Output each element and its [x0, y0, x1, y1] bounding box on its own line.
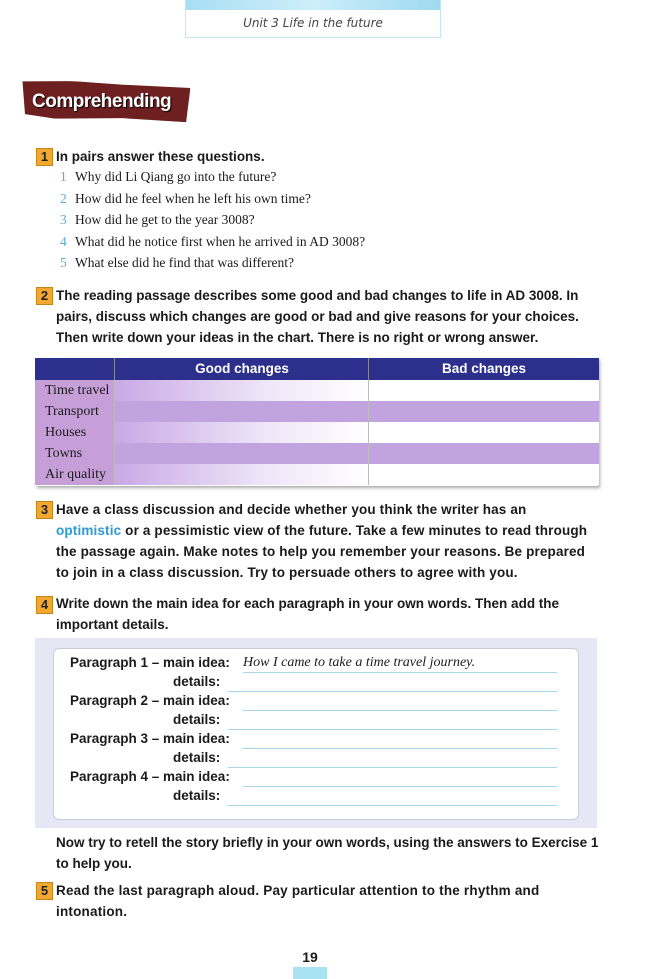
- unit-title: Unit 3 Life in the future: [243, 16, 383, 30]
- row-label: Transport: [35, 401, 114, 422]
- text-line: Then write down your ideas in the chart. There is no right or wrong answer.: [56, 330, 539, 345]
- exercise-badge: 5: [36, 882, 53, 900]
- question-number: 3: [60, 212, 67, 227]
- good-changes-cell[interactable]: [114, 380, 369, 401]
- text-line: to join in a class discussion. Try to persuade others to agree with you.: [56, 565, 518, 580]
- question-text: What did he notice first when he arrived in AD 3008?: [75, 233, 366, 249]
- question-text: How did he feel when he left his own time?: [75, 190, 311, 206]
- good-changes-cell[interactable]: [114, 464, 369, 485]
- page-number: 19: [302, 949, 318, 965]
- page-number-band: [293, 967, 327, 979]
- paragraph-label: Paragraph 1 – main idea:: [70, 655, 230, 670]
- ex3-instruction: [56, 499, 587, 583]
- chart-row: [35, 380, 598, 401]
- highlight-word: optimistic: [56, 523, 122, 538]
- section-title: Comprehending: [32, 91, 172, 112]
- chart-row: [35, 464, 598, 485]
- bad-changes-cell[interactable]: [368, 401, 599, 422]
- paragraph-label: Paragraph 4 – main idea:: [70, 769, 230, 784]
- bad-changes-cell[interactable]: [368, 464, 599, 485]
- text-line: pairs, discuss which changes are good or bad and give reasons for your choices.: [56, 309, 579, 324]
- question-text: How did he get to the year 3008?: [75, 212, 255, 227]
- details-line[interactable]: [228, 729, 557, 730]
- text: or a pessimistic view of the future. Take a few minutes to read through: [121, 523, 588, 538]
- main-idea-line[interactable]: [243, 710, 557, 711]
- details-line[interactable]: [228, 767, 557, 768]
- good-changes-cell[interactable]: [114, 443, 369, 464]
- question-item: [60, 212, 255, 228]
- text-line: Write down the main idea for each paragraph in your own words. Then add the: [56, 596, 560, 611]
- chart-row: [35, 401, 598, 422]
- retell-instruction: [56, 832, 598, 874]
- question-item: [60, 255, 294, 271]
- details-line[interactable]: [228, 691, 557, 692]
- text-line: important details.: [56, 617, 169, 632]
- header-bad-changes: Bad changes: [368, 358, 599, 380]
- text-line: to help you.: [56, 856, 132, 871]
- good-changes-cell[interactable]: [114, 401, 369, 422]
- question-text: What else did he find that was different?: [75, 255, 295, 270]
- row-label: Air quality: [35, 464, 114, 485]
- exercise-badge: 4: [36, 596, 53, 614]
- bad-changes-cell[interactable]: [368, 443, 599, 464]
- ex4-instruction: [56, 593, 559, 635]
- details-label: details:: [173, 788, 221, 803]
- text-line: Have a class discussion and decide whether you think the writer has an: [56, 502, 527, 517]
- question-item: [60, 191, 311, 207]
- row-label: Towns: [35, 443, 114, 464]
- exercise-badge: 3: [36, 501, 53, 519]
- text-line: [56, 520, 587, 541]
- page-number-box: [293, 947, 327, 979]
- question-number: 4: [60, 233, 67, 249]
- good-changes-cell[interactable]: [114, 422, 369, 443]
- main-idea-line[interactable]: [243, 786, 557, 787]
- question-item: [60, 234, 365, 250]
- main-idea-answer: How I came to take a time travel journey.: [243, 655, 476, 670]
- main-idea-line[interactable]: [243, 748, 557, 749]
- row-label: Time travel: [35, 380, 114, 401]
- question-number: 1: [60, 169, 67, 184]
- header-band: [186, 0, 440, 10]
- changes-chart: [35, 358, 598, 486]
- text-line: Now try to retell the story briefly in your own words, using the answers to Exercise 1: [56, 835, 599, 850]
- text-line: Read the last paragraph aloud. Pay particular attention to the rhythm and: [56, 883, 540, 898]
- row-label: Houses: [35, 422, 114, 443]
- question-text: Why did Li Qiang go into the future?: [75, 169, 277, 184]
- details-label: details:: [173, 750, 221, 765]
- ex1-instruction: In pairs answer these questions.: [56, 149, 265, 164]
- exercise-badge: 2: [36, 287, 53, 305]
- header-corner: [35, 358, 114, 380]
- chart-row: [35, 443, 598, 464]
- header-good-changes: Good changes: [114, 358, 369, 380]
- chart-row: [35, 422, 598, 443]
- question-number: 5: [60, 255, 67, 270]
- text-line: The reading passage describes some good and bad changes to life in AD 3008. In: [56, 288, 579, 303]
- details-line[interactable]: [228, 805, 557, 806]
- bad-changes-cell[interactable]: [368, 422, 599, 443]
- ex5-instruction: [56, 880, 539, 922]
- paragraph-label: Paragraph 3 – main idea:: [70, 731, 230, 746]
- unit-header: [185, 0, 441, 38]
- text-line: intonation.: [56, 904, 128, 919]
- question-item: [60, 169, 276, 185]
- details-label: details:: [173, 712, 221, 727]
- details-label: details:: [173, 674, 221, 689]
- exercise-badge: 1: [36, 148, 53, 166]
- text-line: the passage again. Make notes to help you remember your reasons. Be prepared: [56, 544, 586, 559]
- ex2-instruction: [56, 285, 579, 348]
- bad-changes-cell[interactable]: [368, 380, 599, 401]
- main-idea-line[interactable]: [243, 672, 557, 673]
- question-number: 2: [60, 190, 67, 206]
- paragraph-label: Paragraph 2 – main idea:: [70, 693, 230, 708]
